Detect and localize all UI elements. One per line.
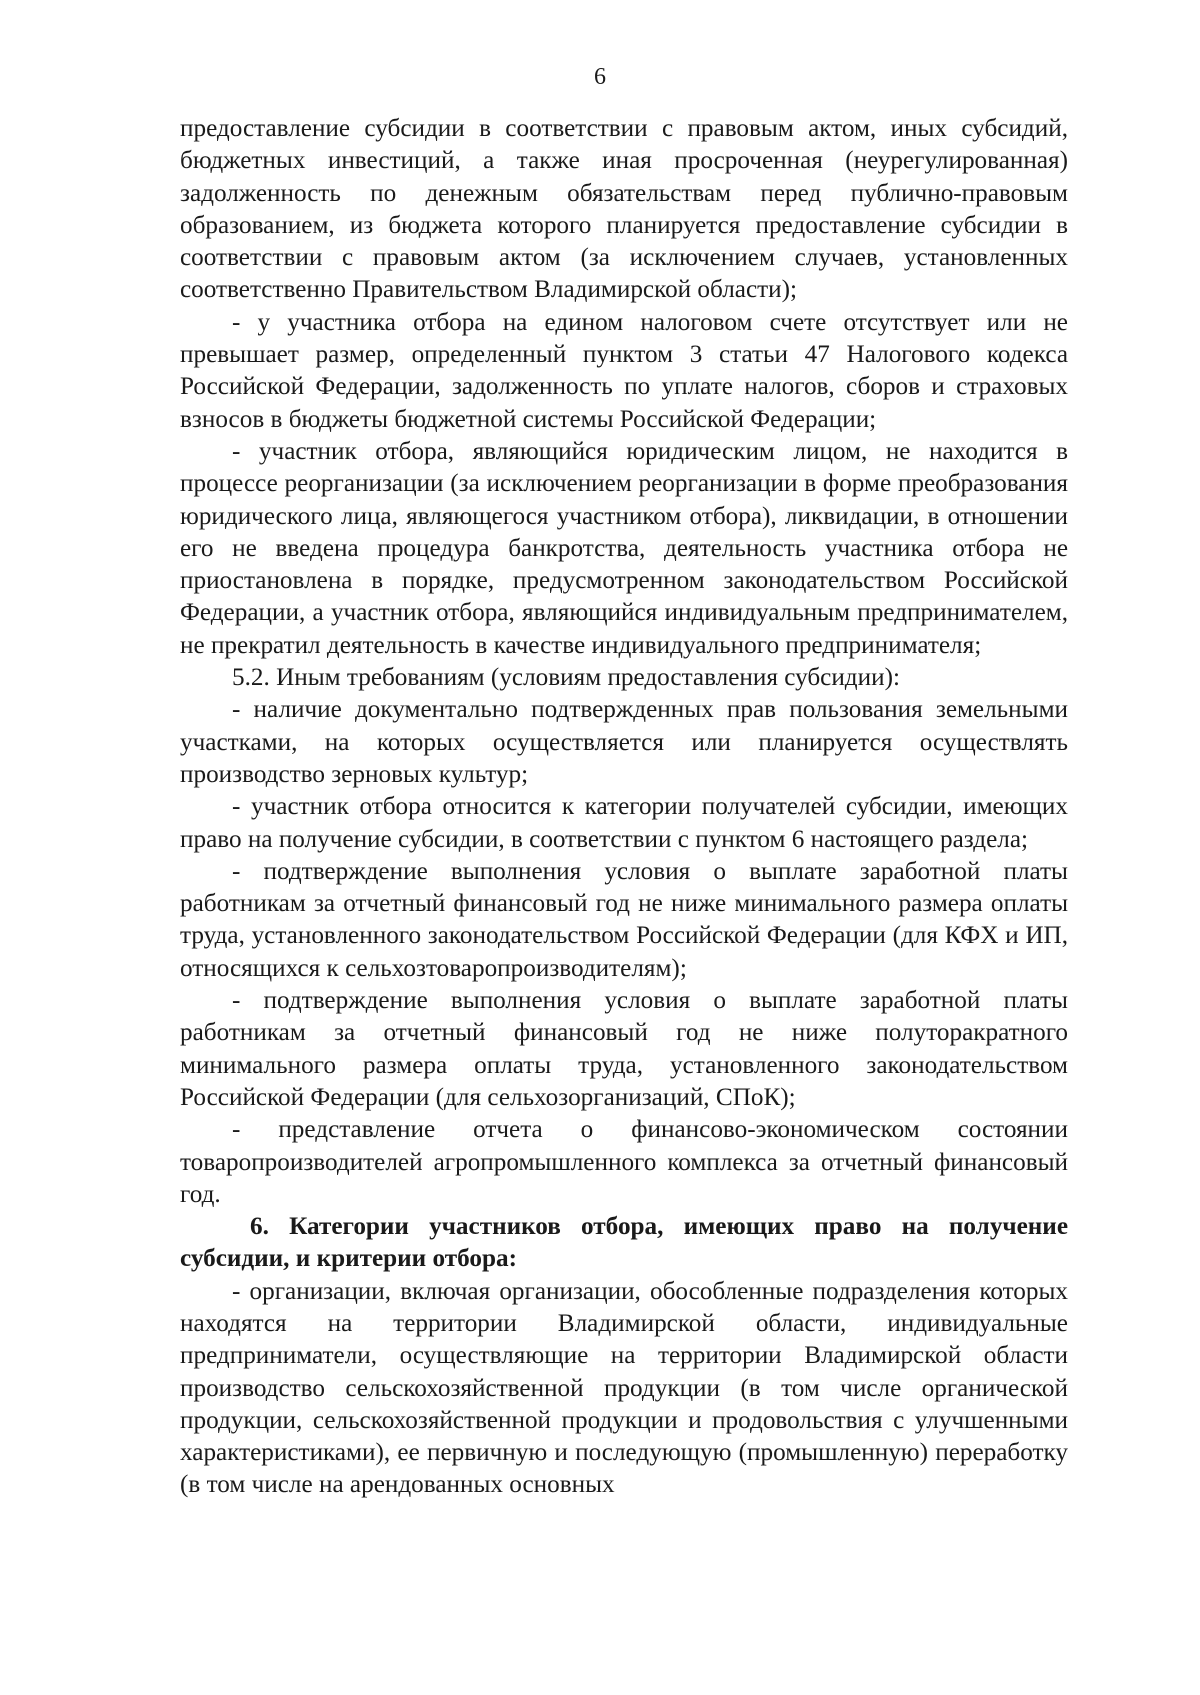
paragraph-reorganization: - участник отбора, являющийся юридическим лицом, не находится в процессе реорганизации (за исключением реорганизации в форме преобразования юридического лица, являющегося участником отбора), ликвидации, в отношении его не введена процедура банкротства, деятельность участника отбора не приостановлена в порядке, предусмотренном законодательством Российской Федерации, а участник отбора, являющийся индивидуальным предпринимателем, не прекратил деятельность в качестве индивидуального предпринимателя;: [180, 437, 1068, 659]
paragraph-wage-kfh: - подтверждение выполнения условия о выплате заработной платы работникам за отчетный финансовый год не ниже минимального размера оплаты труда, установленного законодательством Российской Федерации (для КФХ и ИП, относящихся к сельхозтоваропроизводителям);: [180, 857, 1068, 982]
page-number: 6: [594, 64, 606, 90]
paragraph-tax-debt: - у участника отбора на едином налоговом счете отсутствует или не превышает размер, определенный пунктом 3 статьи 47 Налогового кодекса Российской Федерации, задолженность по уплате налогов, сборов и страховых взносов в бюджеты бюджетной системы Российской Федерации;: [180, 308, 1068, 433]
paragraph-financial-report: - представление отчета о финансово-экономическом состоянии товаропроизводителей агропромышленного комплекса за отчетный финансовый год.: [180, 1116, 1068, 1208]
paragraph-subsection-5-2: 5.2. Иным требованиям (условиям предоставления субсидии):: [232, 664, 900, 692]
paragraph-wage-organizations: - подтверждение выполнения условия о выплате заработной платы работникам за отчетный финансовый год не ниже полуторакратного минимального размера оплаты труда, установленного законодательством Российской Федерации (для сельхозорганизаций, СПоК);: [180, 987, 1068, 1111]
section-heading: 6. Категории участников отбора, имеющих право на получение субсидии, и критерии отбора:: [180, 1213, 1068, 1273]
paragraph-recipient-category: - участник отбора относится к категории получателей субсидии, имеющих право на получение субсидии, в соответствии с пунктом 6 настоящего раздела;: [180, 793, 1068, 853]
document-body: [180, 113, 1068, 1502]
paragraph-organizations: - организации, включая организации, обособленные подразделения которых находятся на территории Владимирской области, индивидуальные предприниматели, осуществляющие на территории Владимирской области производство сельскохозяйственной продукции (в том числе органической продукции, сельскохозяйственной продукции и продовольствия с улучшенными характеристиками), ее первичную и последующую (промышленную) переработку (в том числе на арендованных основных: [180, 1277, 1068, 1499]
paragraph-continuation: предоставление субсидии в соответствии с правовым актом, иных субсидий, бюджетных инвестиций, а также иная просроченная (неурегулированная) задолженность по денежным обязательствам перед публично-правовым образованием, из бюджета которого планируется предоставление субсидии в соответствии с правовым актом (за исключением случаев, установленных соответственно Правительством Владимирской области);: [180, 115, 1068, 304]
paragraph-land-rights: - наличие документально подтвержденных прав пользования земельными участками, на которых осуществляется или планируется осуществлять производство зерновых культур;: [180, 696, 1068, 788]
